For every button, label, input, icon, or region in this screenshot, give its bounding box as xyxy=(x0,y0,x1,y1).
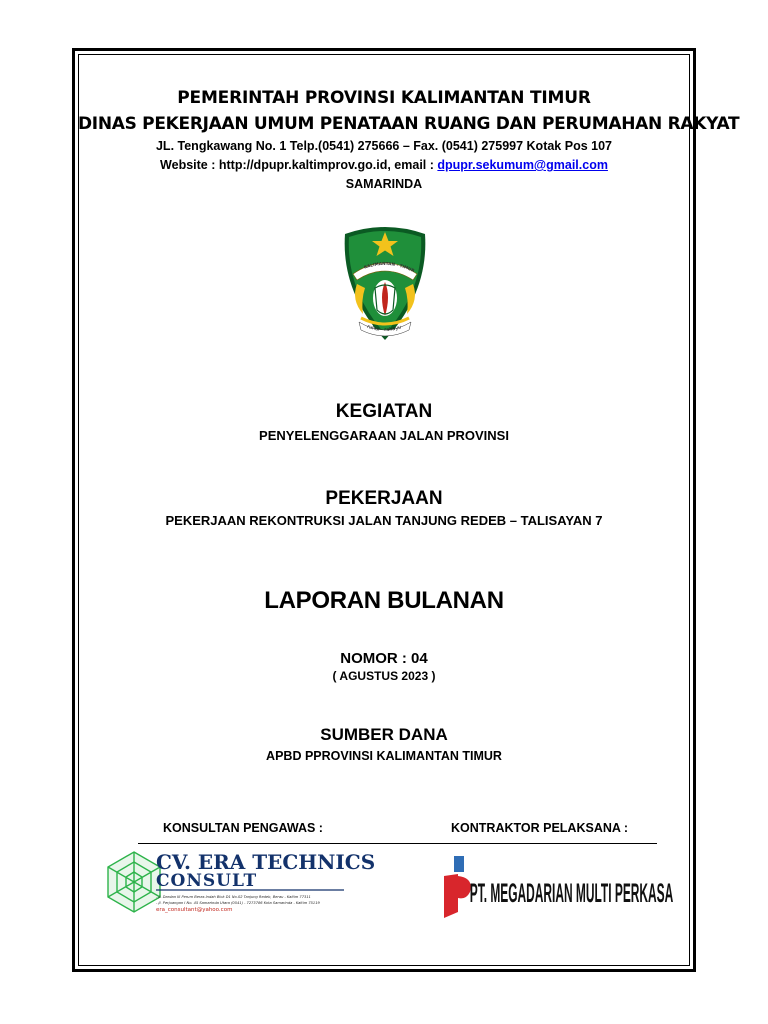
report-title: LAPORAN BULANAN xyxy=(264,587,504,614)
report-number: NOMOR : 04 xyxy=(340,650,428,667)
contractor-label: KONTRAKTOR PELAKSANA : xyxy=(451,821,629,835)
cube-mark-icon xyxy=(108,852,160,912)
era-technics-logo xyxy=(104,850,376,920)
kegiatan-value: PENYELENGGARAAN JALAN PROVINSI xyxy=(259,428,509,443)
agency-address: JL. Tengkawang No. 1 Telp.(0541) 275666 – Fax. (0541) 275997 Kotak Pos 107 xyxy=(155,139,612,153)
email-link[interactable]: dpupr.sekumum@gmail.com xyxy=(437,158,608,172)
era-address-1: - Jl. Dardan III Perum Beras Indah Blok D1 No.02 Tanjung Redeb, Berau - Kaltim 77311 xyxy=(156,895,311,899)
megadarian-name: PT. MEGADARIAN MULTI PERKASA xyxy=(469,877,674,908)
website-text: Website : http://dpupr.kaltimprov.go.id, email : xyxy=(160,158,438,172)
pekerjaan-value: PEKERJAAN REKONTRUKSI JALAN TANJUNG REDEB – TALISAYAN 7 xyxy=(165,513,603,528)
emblem-motto: ruhui - rahayu xyxy=(366,323,403,334)
sumber-dana-value: APBD PPROVINSI KALIMANTAN TIMUR xyxy=(266,749,502,763)
agency-heading: DINAS PEKERJAAN UMUM PENATAAN RUANG DAN PERUMAHAN RAKYAT xyxy=(78,114,740,134)
sumber-dana-label: SUMBER DANA xyxy=(320,725,448,744)
government-heading: PEMERINTAH PROVINSI KALIMANTAN TIMUR xyxy=(177,88,591,108)
era-name-line1: CV. ERA TECHNICS xyxy=(156,850,376,874)
signature-divider xyxy=(138,843,657,844)
emblem-banner-text: KALIMANTAN - TIMUR xyxy=(363,260,416,274)
era-name-line2: CONSULT xyxy=(156,871,258,891)
kegiatan-label: KEGIATAN xyxy=(335,401,433,422)
era-address-2: - Jl. Perjuangan I No. 45 Samarinda Utara (0541) - 7273786 Kota Samarinda - Kaltim 75119 xyxy=(156,901,320,905)
agency-city: SAMARINDA xyxy=(345,177,423,191)
agency-website-line xyxy=(78,158,690,172)
pekerjaan-label: PEKERJAAN xyxy=(325,488,443,509)
report-period: ( AGUSTUS 2023 ) xyxy=(332,669,436,683)
consultant-label: KONSULTAN PENGAWAS : xyxy=(163,821,323,835)
kaltim-emblem-logo xyxy=(339,222,431,344)
pt-mark-icon xyxy=(444,856,471,918)
era-email: era_consultant@yahoo.com xyxy=(156,907,233,913)
megadarian-logo xyxy=(440,852,686,922)
